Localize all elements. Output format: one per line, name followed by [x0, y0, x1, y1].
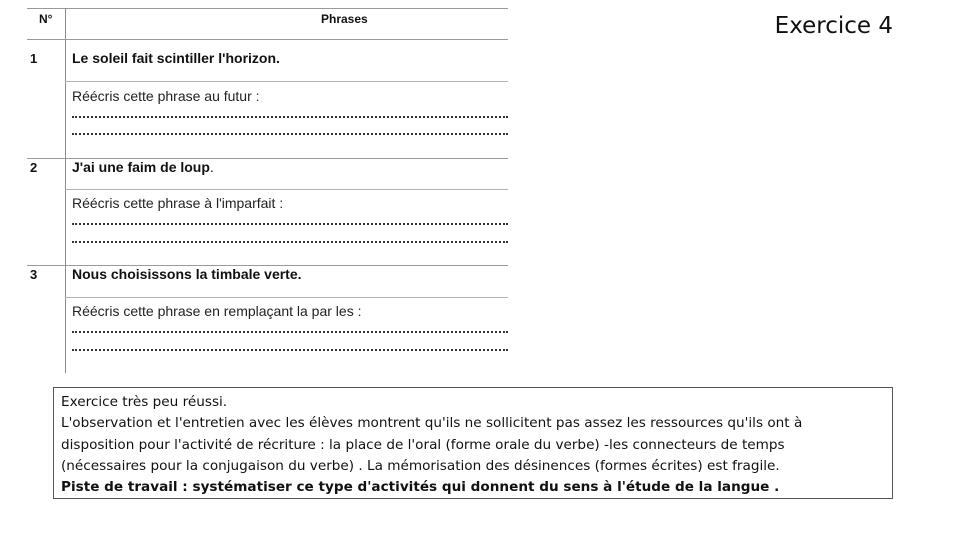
- exercise-table: [27, 8, 508, 373]
- row-separator: [65, 81, 508, 82]
- row-number: 1: [30, 51, 38, 66]
- phrase-text: Nous choisissons la timbale verte.: [72, 266, 302, 282]
- row-number: 3: [30, 267, 38, 282]
- row-phrase: [72, 266, 302, 282]
- row-phrase: [72, 159, 214, 175]
- answer-line[interactable]: [72, 223, 508, 225]
- answer-line[interactable]: [72, 116, 508, 118]
- comment-line: disposition pour l'activité de récriture : la place de l'oral (forme orale du verbe) -les connecteurs de temps: [61, 436, 785, 453]
- row-phrase: [72, 50, 280, 66]
- row-number: 2: [30, 160, 38, 175]
- comment-line: L'observation et l'entretien avec les élèves montrent qu'ils ne sollicitent pas assez les ressources qu'ils ont à: [61, 415, 803, 432]
- row-separator: [65, 189, 508, 190]
- phrase-suffix: .: [209, 159, 214, 175]
- header-bottom-border: [27, 39, 508, 40]
- row-instruction: Réécris cette phrase au futur :: [72, 88, 260, 104]
- row-instruction: Réécris cette phrase à l'imparfait :: [72, 195, 284, 211]
- phrase-text: Le soleil fait scintiller l'horizon.: [72, 50, 280, 66]
- answer-line[interactable]: [72, 331, 508, 333]
- table-top-border: [27, 8, 508, 9]
- row-separator: [65, 297, 508, 298]
- phrase-text: J'ai une faim de loup: [72, 159, 210, 175]
- comment-line: (nécessaires pour la conjugaison du verbe) . La mémorisation des désinences (formes écrites) est fragile.: [61, 457, 780, 474]
- comment-line: Exercice très peu réussi.: [61, 394, 228, 410]
- header-number: N°: [39, 12, 53, 26]
- answer-line[interactable]: [72, 349, 508, 351]
- header-phrases: Phrases: [321, 12, 368, 26]
- answer-line[interactable]: [72, 241, 508, 243]
- column-divider: [65, 8, 66, 373]
- comment-box: [53, 387, 893, 499]
- slide-title: Exercice 4: [774, 13, 893, 39]
- work-track-line: Piste de travail : systématiser ce type d'activités qui donnent du sens à l'étude de la langue .: [61, 479, 780, 496]
- row-instruction: Réécris cette phrase en remplaçant la par les :: [72, 303, 362, 319]
- answer-line[interactable]: [72, 133, 508, 135]
